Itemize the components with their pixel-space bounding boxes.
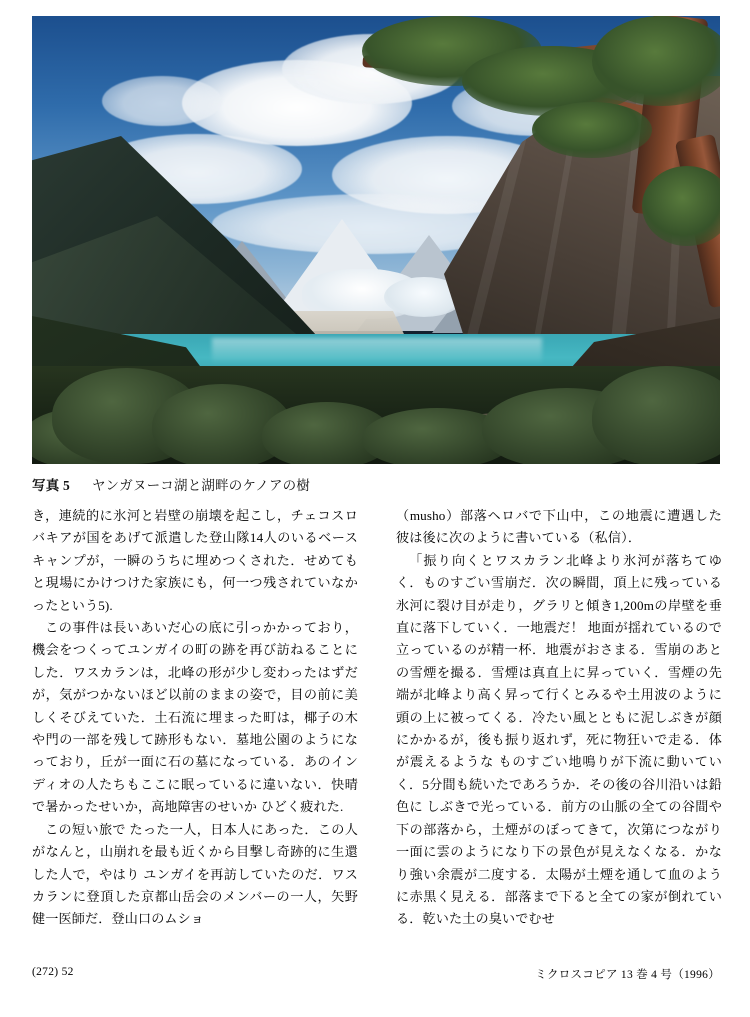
paragraph: （musho）部落ヘロバで下山中，この地震に遭遇した彼は後に次のように書いている（私信）． [396, 508, 722, 546]
figure-caption-text: ヤンガヌーコ湖と湖畔のケノアの樹 [91, 478, 311, 493]
body-columns [32, 505, 722, 955]
figure-caption-label: 写真 5 [32, 478, 70, 493]
paragraph: この事件は長いあいだ心の底に引っかかっており，機会をつくってユンガイの町の跡を再び訪ねることにした．ワスカランは，北峰の形が少し変わったはずだが，気がつかないほど以前のままの姿で，目の前に美しくそびえていた．土石流に埋まった町は，椰子の木や門の一部を残して跡形もない．墓地公園のようになっており，丘が一面に石の墓になっている．あのインディオの人たちもここに眠っているに違いない．快晴で暑かったせいか，高地障害のせいか ひどく疲れた. [32, 620, 358, 815]
journal-reference: ミクロスコピア 13 巻 4 号（1996） [535, 969, 720, 981]
figure-photo [32, 16, 720, 464]
paragraph: この短い旅で たった一人，日本人にあった．この人がなんと，山崩れを最も近くから目撃し奇跡的に生還した人で，やはり ユンガイを再訪していたのだ．ワスカランに登頂した京都山岳会のメンバーの一人，矢野健一医師だ．登山口のムショ [32, 821, 358, 927]
right-column [396, 505, 722, 955]
tree-foliage [532, 102, 652, 158]
lake-highlight [212, 338, 542, 364]
tree-foliage [592, 16, 720, 106]
page-number-left: (272) 52 [32, 966, 74, 978]
photo-scene [32, 16, 720, 464]
left-column [32, 505, 358, 955]
paragraph: 「振り向くとワスカラン北峰より氷河が落ちてゆく．ものすごい雪崩だ．次の瞬間，頂上に残っている氷河に裂け目が走り，グラリと傾き1,200mの岸壁を垂直に落下していく．一地震だ！ 地面が揺れているので立っているのが精一杯．地震がおさまる．雪崩のあとの雪煙を撮る．雪煙は真直上に昇っていく．雪煙の先端が北峰より高く昇って行くとみるや土用波のように頭の上に被ってくる．冷たい風とともに泥しぶきが顔にかかるが，後も振り返れず，死に物狂いで走る．体が震えるような ものすごい地鳴りが下流に動いていく．5分間も続いたであろうか．その後の谷川沿いは鉛色に しぶきで光っている．前方の山脈の全ての谷間や下の部落から，土煙がのぼってきて，次第につながり一面に雲のようになり下の景色が見えなくなる．かなり強い余震が二度する．太陽が土煙を通して血のように赤黒く見える．部落まで下ると全ての家が倒れている．乾いた土の臭いでむせ [396, 552, 722, 927]
paragraph: き，連続的に氷河と岩壁の崩壊を起こし，チェコスロバキアが国をあげて派遣した登山隊14人のいるベースキャンプが，一瞬のうちに埋めつくされた．せめてもと現場にかけつけた家族にも，何一つ残されていなかったという5). [32, 508, 358, 613]
cloud [102, 76, 222, 126]
figure-caption [32, 474, 722, 494]
